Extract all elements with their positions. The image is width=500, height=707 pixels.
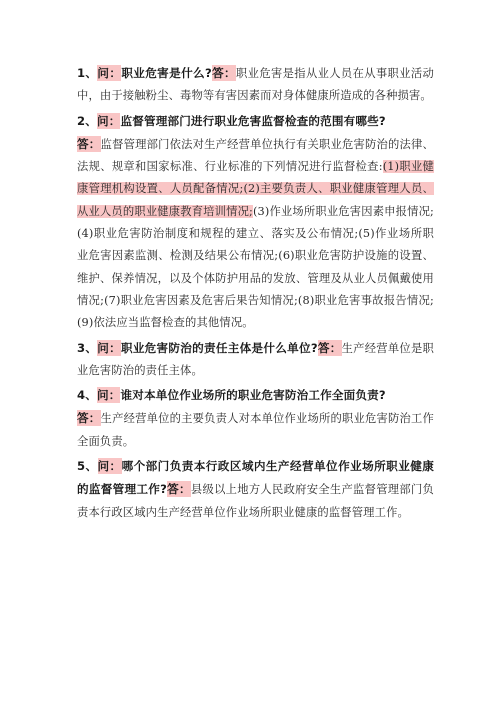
qa-item-1: [77, 62, 434, 108]
question-text: 监督管理部门进行职业危害监督检查的范围有哪些?: [120, 113, 386, 128]
answer-tag: 答：: [167, 482, 191, 497]
answer-tag: 答：: [77, 411, 101, 426]
qa-item-5: [77, 455, 434, 524]
question-tag: 问：: [97, 66, 122, 80]
question-text: 职业危害防治的责任主体是什么单位?: [120, 340, 318, 355]
answer-text-intro: 监督管理部门依法对生产经营单位执行有关职业危害防治的法律、法规、规章和国家标准、行业标准的下列情况进行监督检查:: [77, 137, 434, 174]
question-tag: 问：: [97, 459, 122, 474]
answer-tag: 答：: [211, 66, 236, 80]
answer-text: 县级以上地方人民政府安全生产监督管理部门负责本行政区域内生产经营单位作业场所职业健康的监督管理工作。: [77, 483, 434, 519]
qa-item-2: [77, 110, 434, 335]
question-text: 哪个部门负责本行政区域内生产经营单位作业场所职业健康的监督管理工作?: [77, 459, 434, 497]
answer-tag: 答：: [317, 340, 342, 355]
answer-text: 生产经营单位的主要负责人对本单位作业场所的职业危害防治工作全面负责。: [77, 412, 434, 448]
item-number: 2、: [77, 113, 97, 128]
item-number: 5、: [77, 459, 98, 474]
qa-item-4: [77, 384, 434, 453]
question-text: 谁对本单位作业场所的职业危害防治工作全面负责?: [120, 388, 386, 403]
question-tag: 问：: [96, 113, 121, 128]
question-tag: 问：: [97, 340, 121, 355]
answer-text: 生产经营单位是职业危害防治的责任主体。: [77, 341, 434, 377]
item-number: 3、: [77, 340, 98, 355]
qa-document: [77, 62, 434, 526]
answer-text: 职业危害是指从业人员在从事职业活动中，由于接触粉尘、毒物等有害因素而对身体健康所造成的各种损害。: [77, 67, 434, 103]
question-text: 职业危害是什么?: [121, 66, 212, 80]
answer-text-rest: (3)作业场所职业危害因素申报情况;(4)职业危害防治制度和规程的建立、落实及公布情况;(5)作业场所职业危害因素监测、检测及结果公布情况;(6)职业危害防护设施的设置、维护、保养情况，以及个体防护用品的发放、管理及从业人员佩戴使用情况;(7)职业危害因素及危害后果告知情况;(8)职业危害事故报告情况;(9)依法应当监督检查的其他情况。: [77, 204, 434, 330]
question-tag: 问：: [96, 388, 121, 403]
qa-item-3: [77, 337, 434, 383]
answer-text-highlight: (1)职业健康管理机构设置、人员配备情况;(2)主要负责人、职业健康管理人员、从业人员的职业健康教育培训情况;: [77, 160, 435, 218]
answer-tag: 答：: [77, 136, 101, 151]
item-number: 1、: [77, 66, 98, 80]
item-number: 4、: [77, 388, 97, 403]
